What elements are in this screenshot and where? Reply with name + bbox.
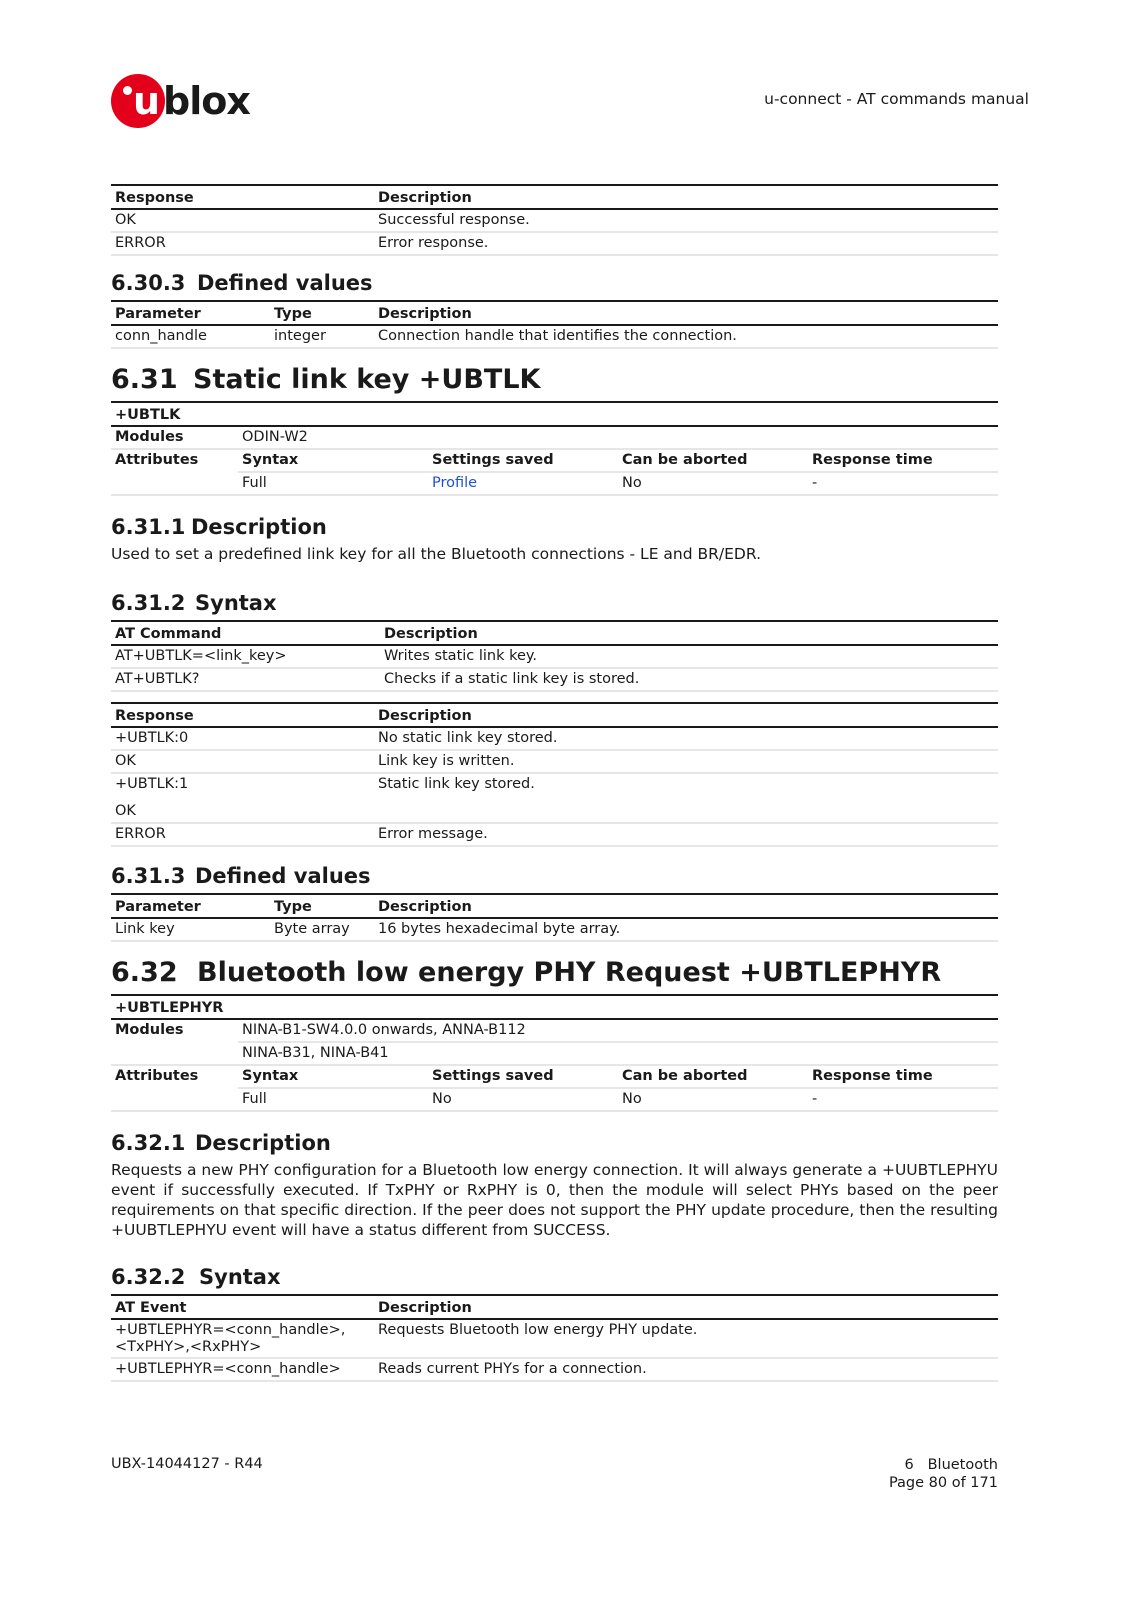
section-number: 6.31.1 (111, 515, 186, 539)
attr-value: - (808, 1088, 998, 1111)
table-header: Response (111, 185, 374, 209)
table-row (111, 1065, 998, 1088)
table-cell: Successful response. (374, 209, 998, 232)
table-row (111, 472, 998, 495)
section-title: Defined values (197, 271, 373, 295)
table-row (111, 449, 998, 472)
table-header: AT Command (111, 621, 380, 645)
section-number: 6.31.2 (111, 591, 186, 615)
table-cell: Requests Bluetooth low energy PHY update. (374, 1319, 998, 1358)
table-row (111, 1042, 998, 1065)
table-cell: +UBTLK:0 (111, 727, 374, 750)
table-cell: conn_handle (111, 325, 270, 348)
table-cell: Error message. (374, 823, 998, 846)
table-row (111, 918, 998, 941)
table-cell: integer (270, 325, 374, 348)
section-heading-6-31 (111, 359, 998, 401)
table-header: Description (380, 621, 998, 645)
table-cell: +UBTLEPHYR=<conn_handle> (111, 1358, 374, 1381)
table-header: Parameter (111, 894, 270, 918)
command-title: +UBTLEPHYR (111, 995, 998, 1019)
table-header: Response (111, 703, 374, 727)
defined-values-table-2 (111, 893, 998, 942)
section-heading-6-31-1 (111, 510, 998, 544)
table-cell: Static link key stored. (378, 776, 535, 792)
section-number: 6.30.3 (111, 271, 186, 295)
table-header: Description (374, 703, 998, 727)
attr-header: Syntax (238, 1065, 428, 1088)
table-header: AT Event (111, 1295, 374, 1319)
table-row (111, 668, 998, 691)
table-row (111, 727, 998, 750)
response-table-2 (111, 702, 998, 847)
table-row (111, 750, 998, 773)
table-cell: Byte array (270, 918, 374, 941)
modules-label: Modules (111, 1019, 238, 1065)
section-heading-6-31-3 (111, 859, 998, 893)
section-number: 6.32.2 (111, 1265, 186, 1289)
logo-text: blox (163, 79, 250, 123)
footer-page-number: Page 80 of 171 (888, 1475, 998, 1491)
table-row (111, 426, 998, 449)
section-title: Description (191, 515, 327, 539)
section-number: 6.32.1 (111, 1131, 186, 1155)
section-title: Bluetooth low energy PHY Request +UBTLEPHYR (197, 957, 942, 988)
table-cell: Link key is written. (374, 750, 998, 773)
section-number: 6.31 (111, 364, 178, 395)
table-cell: Writes static link key. (380, 645, 998, 668)
section-heading-6-32-2 (111, 1260, 998, 1294)
section-heading-6-31-2 (111, 586, 998, 620)
footer-doc-id: UBX-14044127 - R44 (111, 1456, 263, 1472)
footer-page-info (889, 1456, 998, 1492)
attr-header: Settings saved (428, 449, 618, 472)
table-header: Description (374, 301, 998, 325)
table-header: Description (374, 185, 998, 209)
command-info-table-2 (111, 994, 998, 1112)
attr-value: No (618, 472, 808, 495)
table-cell: +UBTLEPHYR=<conn_handle>, <TxPHY>,<RxPHY> (111, 1319, 374, 1358)
table-cell (374, 801, 998, 823)
table-cell: Link key (111, 918, 270, 941)
description-text: Requests a new PHY configuration for a Bluetooth low energy connection. It will always generate a +UUBTLEPHYU event if successfully executed. If TxPHY or RxPHY is 0, then the module will select PHYs based on the peer requirements on that specific direction. If the peer does not support the PHY update procedure, then the resulting +UUBTLEPHYU event will have a status different from SUCCESS. (111, 1161, 998, 1239)
attr-value: Full (238, 472, 428, 495)
table-cell: OK (111, 801, 374, 823)
table-cell: AT+UBTLK? (111, 668, 380, 691)
modules-value: NINA-B1-SW4.0.0 onwards, ANNA-B112 (238, 1019, 998, 1042)
table-cell: Checks if a static link key is stored. (380, 668, 998, 691)
section-number: 6.32 (111, 957, 178, 988)
table-cell: Connection handle that identifies the connection. (374, 325, 998, 348)
section-heading-6-30-3 (111, 266, 998, 300)
attr-header: Syntax (238, 449, 428, 472)
table-row (111, 209, 998, 232)
table-row (111, 1088, 998, 1111)
table-cell: ERROR (111, 232, 374, 255)
section-title: Description (195, 1131, 331, 1155)
section-title: Defined values (195, 864, 371, 888)
table-cell: AT+UBTLK=<link_key> (111, 645, 380, 668)
section-title: Syntax (195, 591, 277, 615)
table-header: Type (270, 301, 374, 325)
attr-header: Response time (808, 1065, 998, 1088)
modules-value: ODIN-W2 (238, 426, 998, 449)
attr-value: - (808, 472, 998, 495)
table-header: Parameter (111, 301, 270, 325)
table-row (111, 1319, 998, 1358)
table-header: Description (374, 1295, 998, 1319)
table-row (111, 823, 998, 846)
defined-values-table-1 (111, 300, 998, 349)
response-table-1 (111, 184, 998, 256)
syntax-table-1 (111, 620, 998, 692)
table-row (111, 325, 998, 348)
table-row (111, 1358, 998, 1381)
section-heading-6-32-1 (111, 1126, 998, 1160)
section-title: Syntax (199, 1265, 281, 1289)
table-row (111, 1019, 998, 1042)
table-cell: +UBTLK:1 (115, 776, 189, 792)
attr-header: Settings saved (428, 1065, 618, 1088)
section-heading-6-32 (111, 952, 998, 994)
syntax-table-2 (111, 1294, 998, 1382)
attr-header: Can be aborted (618, 449, 808, 472)
table-row (111, 645, 998, 668)
command-info-table-1 (111, 401, 998, 496)
page-content (111, 184, 998, 1392)
table-cell: No static link key stored. (374, 727, 998, 750)
footer-chapter: 6 Bluetooth (904, 1457, 998, 1473)
command-title: +UBTLK (111, 402, 998, 426)
logo-u: u (133, 79, 161, 123)
attr-value: No (428, 1088, 618, 1111)
section-number: 6.31.3 (111, 864, 186, 888)
table-row (111, 232, 998, 255)
document-title: u-connect - AT commands manual (764, 90, 1029, 108)
section-title: Static link key +UBTLK (193, 364, 541, 395)
table-row (111, 801, 998, 823)
table-cell: OK (111, 750, 374, 773)
attr-value: Full (238, 1088, 428, 1111)
table-header: Type (270, 894, 374, 918)
attributes-label: Attributes (111, 1065, 238, 1111)
modules-label: Modules (111, 426, 238, 449)
profile-link[interactable]: Profile (428, 472, 618, 495)
table-row (111, 773, 998, 801)
table-header: Description (374, 894, 998, 918)
attr-value: No (618, 1088, 808, 1111)
table-cell: Reads current PHYs for a connection. (374, 1358, 998, 1381)
table-cell: Error response. (374, 232, 998, 255)
logo-dot (123, 86, 132, 95)
description-text: Used to set a predefined link key for all the Bluetooth connections - LE and BR/EDR. (111, 545, 762, 563)
table-cell: 16 bytes hexadecimal byte array. (374, 918, 998, 941)
table-cell: OK (111, 209, 374, 232)
attr-header: Response time (808, 449, 998, 472)
attributes-label: Attributes (111, 449, 238, 495)
table-cell: ERROR (111, 823, 374, 846)
ublox-logo (111, 72, 261, 130)
modules-value-2: NINA-B31, NINA-B41 (238, 1042, 998, 1065)
attr-header: Can be aborted (618, 1065, 808, 1088)
